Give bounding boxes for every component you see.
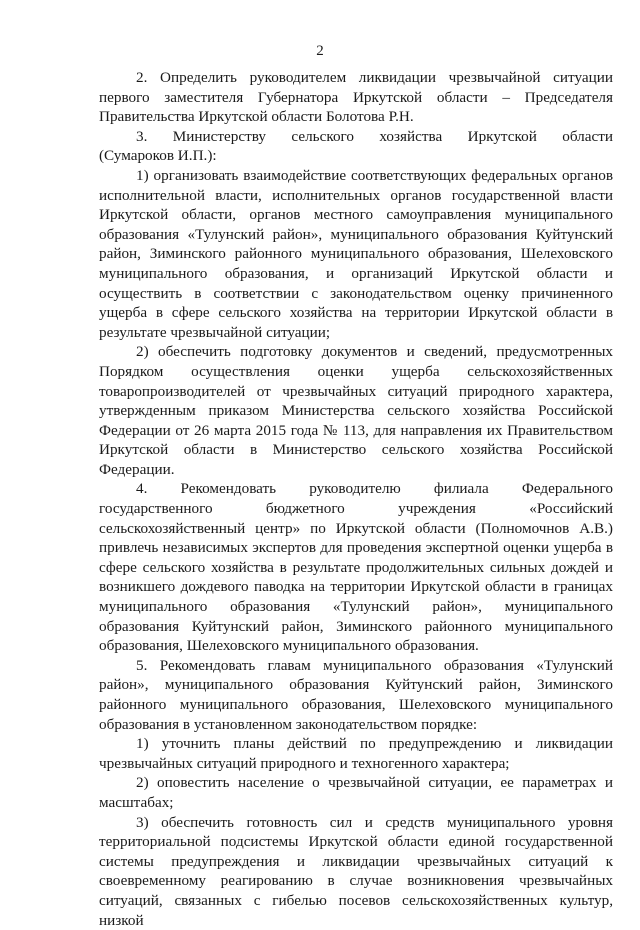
paragraph-5-item-3: 3) обеспечить готовность сил и средств муниципального уровня территориальной подсистемы Иркутской области единой государственной системы предупреждения и ликвидации чрезвычайных ситуаций к своевременному реагированию в случае возникновения чрезвычайных ситуаций, связанных с гибелью посевов сельскохозяйственных культур, низкой [99, 813, 613, 929]
paragraph-5-item-2: 2) оповестить население о чрезвычайной ситуации, ее параметрах и масштабах; [99, 774, 613, 811]
page-number: 2 [316, 43, 324, 59]
paragraph-3: 3. Министерству сельского хозяйства Иркутской области [136, 127, 613, 145]
paragraph-3-item-2: 2) обеспечить подготовку документов и сведений, предусмотренных Порядком осуществления оценки ущерба сельскохозяйственных товаропроизводителей от чрезвычайных ситуаций природного характера, утвержденным приказом Министерства сельского хозяйства Российской Федерации от 26 марта 2015 года № 113, для направления их Правительством Иркутской области в Министерство сельского хозяйства Российской Федерации. [99, 343, 613, 478]
paragraph-4: 4. Рекомендовать руководителю филиала Федерального государственного бюджетного учреждения «Российский сельскохозяйственный центр» по Иркутской области (Полномочнов А.В.) привлечь независимых экспертов для проведения экспертной оценки ущерба в сфере сельского хозяйства в результате продолжительных сильных дождей и возникшего дождевого паводка на территории Иркутской области в границах муниципального образования «Тулунский район», муниципального образования Куйтунский район, Зиминского районного муниципального образования, Шелеховского муниципального образования. [99, 480, 613, 655]
paragraph-3-continuation: (Сумароков И.П.): [99, 147, 217, 165]
paragraph-3-item-1: 1) организовать взаимодействие соответствующих федеральных органов исполнительной власти, исполнительных органов государственной власти Иркутской области, органов местного самоуправления муниципального образования «Тулунский район», муниципального образования Куйтунский район, Зиминского районного муниципального образования, Шелеховского муниципального образования, и организаций Иркутской области и осуществить в соответствии с законодательством оценку причиненного ущерба в сфере сельского хозяйства на территории Иркутской области в результате чрезвычайной ситуации; [99, 166, 613, 341]
document-body [99, 68, 613, 930]
paragraph-5: 5. Рекомендовать главам муниципального образования «Тулунский район», муниципального образования Куйтунский район, Зиминского районного муниципального образования, Шелеховского муниципального образования в установленном законодательством порядке: [99, 656, 613, 733]
paragraph-5-item-1: 1) уточнить планы действий по предупреждению и ликвидации чрезвычайных ситуаций природного и техногенного характера; [99, 735, 613, 772]
paragraph-2: 2. Определить руководителем ликвидации чрезвычайной ситуации первого заместителя Губернатора Иркутской области – Председателя Правительства Иркутской области Болотова Р.Н. [99, 69, 613, 126]
